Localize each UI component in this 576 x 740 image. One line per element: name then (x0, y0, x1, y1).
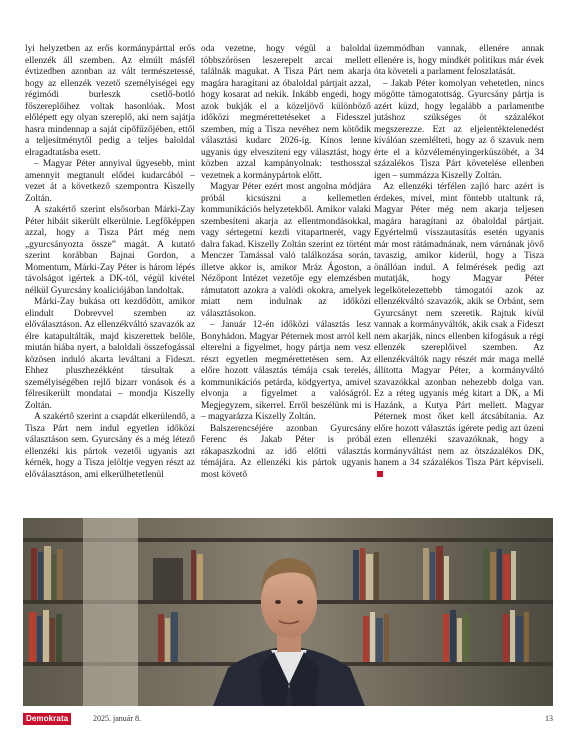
publication-logo: Demokrata (23, 713, 71, 725)
photo-illustration (23, 518, 553, 706)
page-footer (23, 713, 553, 729)
paragraph: – Jakab Péter komolyan vehetetlen, nincs mögötte támogatottság. Gyurcsány pártja is azért küzd, hogy legalább a parlamentbe jutáshoz szükséges öt százalékot megszerezze. Ezt az eljelentéktelenedést kíválóan szemlélteti, hogy az ő szavuk nem érte el a közvéleményingerküszöbét, a 34 százalékos Tisza Párt követelése ellenben igen – summázza Kiszelly Zoltán. (374, 78, 544, 181)
paragraph: – Január 12-én időközi választás lesz Bonyhádon. Magyar Péternek most arról kell elterelni a figyelmet, hogy pártja nem vesz részt egyetlen megmérettetésen sem. Az előre hozott választás témája csak terelés, kommunikációs petárda, ködgyertya, amivel elvonja a figyelmet a valóságról. Megjegyzem, sikerrel. Erről beszélünk mi is – magyarázza Kiszelly Zoltán. (201, 320, 371, 422)
end-mark-icon (377, 471, 383, 477)
paragraph: Márki-Zay bukása ott kezdődött, amikor elindult Dobrevvel szemben az előválasztáson. Az ellenzékváltó szavazók az élre katapultálták, majd kiszerettek belőle, miután hiába nyert, a baloldali összefogással közösen induló akarta leváltani a Fideszt. Ehhez pluszhezékként társultak a személyiségében rejlő bizarr vonások és a félresikerült mondatai – mondja Kiszelly Zoltán. (25, 297, 195, 411)
portrait-photo (23, 518, 553, 706)
paragraph-last (374, 182, 544, 481)
article-column-2 (201, 44, 371, 481)
paragraph: Balszerencséjére azonban Gyurcsány Ferenc és Jakab Péter is próbál rákapaszkodni az idő előtti választás témájára. Az ellenzéki kis pártok ugyanis most követő (201, 423, 371, 480)
paragraph: Magyar Péter ezért most angolna módjára próbál kicsúszni a kellemetlen kommunikációs helyzetekből. Amikor valaki szembesíteni akarja az ellentmondásokkal, vagy sértegetni kezdi vitapartnerét, vagy dalra fakad. Kiszelly Zoltán szerint ez történt Menczer Tamással való találkozása során, illetve akkor is, amikor Mráz Ágoston, a Nézőpont Intézet vezetője egy elemzésben rámutatott azokra a valódi okokra, amelyek miatt nem indulnak az időközi választásokon. (201, 182, 371, 319)
paragraph: üzemmódban vannak, ellenére annak ellenére is, hogy mindkét politikus már évek óta követeli a parlament feloszlatását. (374, 44, 544, 77)
paragraph: A szakértő szerint a csapdát elkerülendő, a Tisza Párt nem indul egyetlen időközi választáson sem. Gyurcsány és a még létező ellenzéki kis pártok vezetői ugyanis azt kérnék, hogy a Tisza jelöltje vegyen részt az előválasztáson, ami elkerülhetetlenül (25, 412, 195, 480)
paragraph: lyi helyzetben az erős kormánypárttal erős ellenzék áll szemben. Az elmúlt másfél évtizedben azonban az vált természetessé, hogy az ellenzék vezető személyiségei egy régimódi burleszk csetlő-botló főszereplőihez voltak hasonlóak. Most előlépett egy olyan szereplő, aki nem sajátja hasra mindennap a saját cipőfűzőjében, ettől a teljesítménytől pedig a teljes baloldal elragadtatásba esett. (25, 44, 195, 158)
page-number: 13 (545, 714, 553, 723)
article-column-3 (374, 44, 544, 481)
paragraph-text: Az ellenzéki térfélen zajló harc azért is érdekes, mivel, mint föntebb utaltunk rá, Magyar Péter még nem akarja teljesen magára haragítani az óbaloldal pártjait. Egyértelmű visszautasítás esetén ugyanis már most rátámadnának, nem várnának jövő tavaszig, amikor kiderül, hogy a Tisza önállóan indul. A felmérések pedig azt mutatják, hogy Magyar Péter legelkötelezettebb támogatói azok az ellenzékváltó szavazók, akik se Orbánt, sem Gyurcsányt nem szeretik. Rajtuk kívül vannak a kormányváltók, akik csak a Fideszt nem akarják, nincs ellenben kifogásuk a régi ellenzék szereplőivel szemben. Az ellenzékváltók nagy részét már maga mellé állította Magyar Péter, a kormányváltó szavazókkal azonban nehezebb dolga van. Ez a réteg ugyanis még kitart a DK, a Mi Hazánk, a Kutya Párt mellett. Magyar Péternek most őket kell átcsábítania. Az előre hozott választás igérete pedig azt üzeni ezen ellenzéki szavazóknak, hogy a kormányváltást nem az ötszázalékos DK, hanem a 34 százalékos Tisza Párt képviseli. (374, 182, 544, 468)
paragraph: – Magyar Péter annyival ügyesebb, mint amennyit megtanult elődei kudarcából – vezet át a következő szempontra Kiszelly Zoltán. (25, 159, 195, 204)
publication-date: 2025. január 8. (93, 714, 141, 723)
paragraph: A szakértő szerint elsősorban Márki-Zay Péter hibáit sikerült elkerülnie. Legfőképpen azzal, hogy a Tisza Párt még nem „gyurcsányozta össze” magát. A kutató szerint korábban Bajnai Gordon, a Momentum, Márki-Zay Péter is három lépés távolságot igértek a DK-tól, végül kivétel nélkül Gyurcsány koalíciójában landoltak. (25, 205, 195, 296)
paragraph: oda vezetne, hogy végül a baloldal többszörösen leszerepelt arcai mellett találnák magukat. A Tisza Párt nem akarja magára haragítani az óbaloldal pártjait azzal, hogy kosarat ad nekik. Inkább engedi, hogy azok bukják el a közeljövő különböző időközi megmérettetéseket a Fidesszel szemben, míg a Tisza nevéhez nem kötődik választási kudarc 2026-ig. Kínos lenne ugyanis úgy elveszíteni egy választást, hogy közben azzal kampányolnak: testhosszal vezetnek a kormánypártok előtt. (201, 44, 371, 181)
article-column-1 (25, 44, 195, 481)
